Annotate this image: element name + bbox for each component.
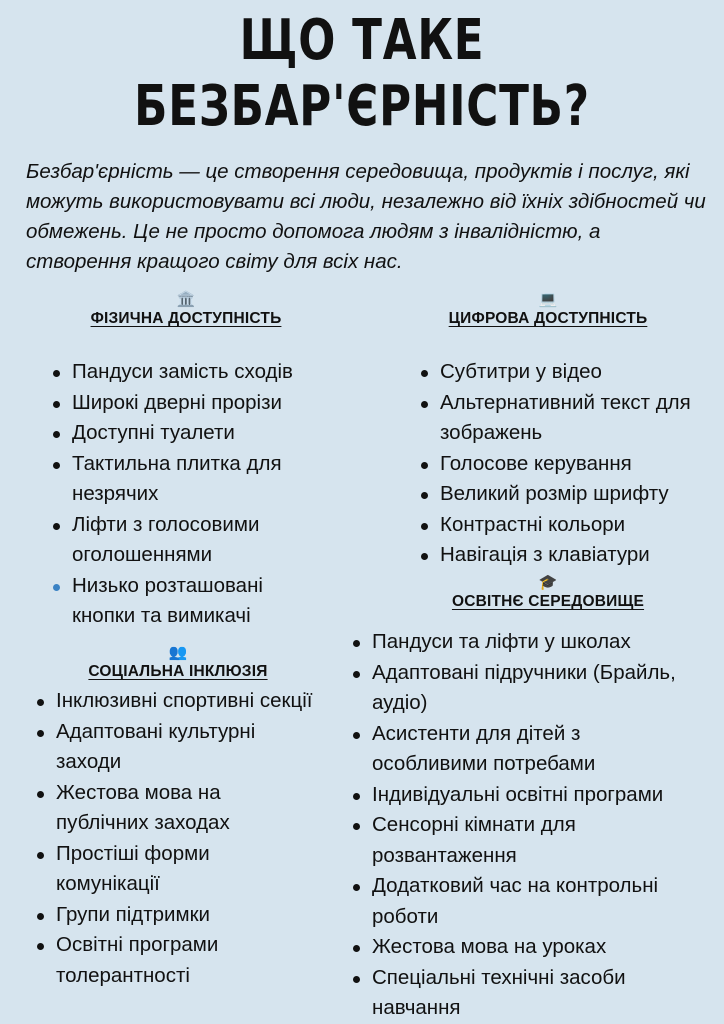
list-item: Голосове керування bbox=[418, 449, 715, 480]
list-item: Спеціальні технічні засоби навчання bbox=[350, 963, 702, 1024]
list-item: Групи підтримки bbox=[34, 900, 326, 931]
list-item: Контрастні кольори bbox=[418, 510, 715, 541]
list-item: Жестова мова на уроках bbox=[350, 932, 722, 963]
section-title-education: ОСВІТНЄ СЕРЕДОВИЩЕ bbox=[451, 593, 645, 610]
list-item: Адаптовані підручники (Брайль, аудіо) bbox=[350, 658, 722, 719]
list-item: Інклюзивні спортивні секції bbox=[34, 686, 326, 717]
page-title bbox=[80, 8, 645, 140]
list-item: Низько розташовані кнопки та вимикачі bbox=[50, 571, 322, 632]
list-item: Ліфти з голосовими оголошеннями bbox=[50, 510, 322, 571]
list-item: Доступні туалети bbox=[50, 418, 322, 449]
physical-list bbox=[50, 357, 336, 632]
section-title-social: СОЦІАЛЬНА ІНКЛЮЗІЯ bbox=[88, 663, 268, 680]
list-item: Широкі дверні прорізи bbox=[50, 388, 342, 419]
section-physical bbox=[36, 292, 336, 632]
intro-paragraph: Безбар'єрність — це створення середовища, продуктів і послуг, які можуть використовувати всі люди, незалежно від їхніх здібностей чи обмежень. Це не просто допомога людям з інвалідністю, а створення кращого світу для всіх нас. bbox=[26, 160, 706, 273]
list-item: Асистенти для дітей з особливими потребами bbox=[350, 719, 662, 780]
section-social bbox=[28, 645, 328, 991]
list-item: Альтернативний текст для зображень bbox=[418, 388, 700, 449]
list-item: Жестова мова на публічних заходах bbox=[34, 778, 306, 839]
section-title-physical: ФІЗИЧНА ДОСТУПНІСТЬ bbox=[90, 310, 282, 327]
list-item: Пандуси та ліфти у школах bbox=[350, 627, 712, 658]
list-item: Великий розмір шрифту bbox=[418, 479, 715, 510]
section-digital bbox=[398, 292, 698, 571]
classical-building-icon: 🏛️ bbox=[176, 291, 196, 308]
social-list bbox=[34, 686, 328, 991]
title-line-1: ЩО ТАКЕ bbox=[239, 8, 485, 73]
list-item: Субтитри у відео bbox=[418, 357, 715, 388]
list-item: Адаптовані культурні заходи bbox=[34, 717, 326, 778]
list-item: Додатковий час на контрольні роботи bbox=[350, 871, 722, 932]
list-item: Тактильна плитка для незрячих bbox=[50, 449, 322, 510]
graduation-cap-icon: 🎓 bbox=[538, 574, 558, 591]
digital-list bbox=[418, 357, 698, 571]
list-item: Сенсорні кімнати для розвантаження bbox=[350, 810, 632, 871]
section-education bbox=[348, 575, 720, 1024]
section-title-digital: ЦИФРОВА ДОСТУПНІСТЬ bbox=[448, 310, 648, 327]
people-icon: 👥 bbox=[168, 644, 188, 661]
list-item: Простіші форми комунікації bbox=[34, 839, 306, 900]
laptop-icon: 💻 bbox=[538, 291, 558, 308]
list-item: Навігація з клавіатури bbox=[418, 540, 715, 571]
education-list bbox=[350, 627, 720, 1024]
list-item: Індивідуальні освітні програми bbox=[350, 780, 722, 811]
title-line-2: БЕЗБАР'ЄРНІСТЬ? bbox=[134, 74, 590, 139]
list-item: Пандуси замість сходів bbox=[50, 357, 322, 388]
list-item: Освітні програми толерантності bbox=[34, 930, 306, 991]
